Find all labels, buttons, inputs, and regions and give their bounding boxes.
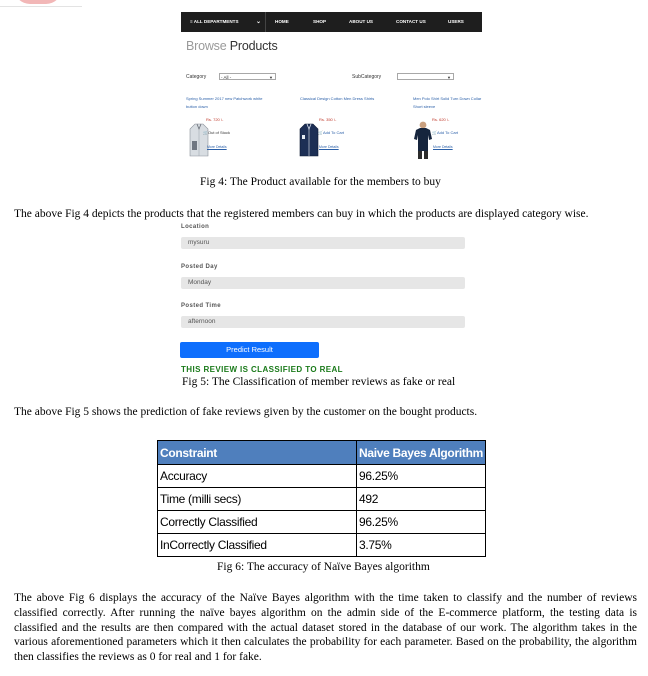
product-name[interactable]: Classical Design Cotton Men Dress Shirts bbox=[300, 96, 375, 101]
location-field[interactable]: mysuru bbox=[181, 237, 465, 249]
table-cell: Correctly Classified bbox=[158, 511, 357, 534]
cart-icon: 🛒 bbox=[203, 130, 208, 135]
nav-divider bbox=[265, 12, 266, 32]
fig4-screenshot bbox=[181, 12, 482, 172]
white-shirt-image[interactable] bbox=[189, 123, 209, 157]
nav-users[interactable]: USERS bbox=[448, 19, 464, 24]
title-dark: Products bbox=[229, 39, 278, 53]
title-light: Browse bbox=[186, 39, 230, 53]
subcategory-label: SubCategory bbox=[352, 74, 382, 80]
fig5-caption: Fig 5: The Classification of member reviews as fake or real bbox=[182, 376, 456, 388]
paragraph-fig4: The above Fig 4 depicts the products that the registered members can buy in which the products are displayed category wise. bbox=[14, 208, 589, 220]
fig4-caption: Fig 4: The Product available for the members to buy bbox=[200, 176, 441, 188]
table-row bbox=[158, 511, 486, 534]
results-table bbox=[157, 440, 486, 557]
product-price: Rs. 620 \- bbox=[432, 117, 450, 122]
posted-day-field[interactable]: Monday bbox=[181, 277, 465, 289]
table-cell: Accuracy bbox=[158, 465, 357, 488]
stock-status bbox=[203, 130, 230, 135]
column-header-naive-bayes: Naive Bayes Algorithm bbox=[357, 441, 486, 465]
fig6-caption: Fig 6: The accuracy of Naïve Bayes algorithm bbox=[217, 561, 430, 573]
page-title bbox=[186, 39, 278, 53]
nav-bar bbox=[181, 12, 482, 32]
chevron-down-icon[interactable]: ⌄ bbox=[256, 19, 262, 25]
chevron-down-icon: ▼ bbox=[269, 75, 273, 80]
table-cell: InCorrectly Classified bbox=[158, 534, 357, 557]
stock-status-text: Out of Stock bbox=[207, 130, 230, 135]
posted-time-field[interactable]: afternoon bbox=[181, 316, 465, 328]
add-to-cart-button[interactable] bbox=[432, 130, 458, 135]
category-label: Category bbox=[186, 74, 207, 80]
nav-shop[interactable]: SHOP bbox=[313, 19, 327, 24]
table-row bbox=[158, 534, 486, 557]
more-details-link[interactable]: More Details bbox=[207, 145, 227, 149]
table-cell: 492 bbox=[357, 488, 486, 511]
category-select-value: - All - bbox=[221, 75, 232, 80]
table-cell: 96.25% bbox=[357, 465, 486, 488]
nav-home[interactable]: HOME bbox=[275, 19, 289, 24]
category-select[interactable] bbox=[219, 73, 276, 80]
posted-time-label: Posted Time bbox=[181, 303, 221, 309]
cart-icon: 🛒 bbox=[318, 130, 323, 135]
more-details-link[interactable]: More Details bbox=[433, 145, 453, 149]
table-row bbox=[158, 488, 486, 511]
nav-all-departments[interactable]: ≡ ALL DEPARTMENTS bbox=[190, 19, 239, 24]
classification-result: THIS REVIEW IS CLASSIFIED TO REAL bbox=[181, 365, 343, 374]
add-to-cart-label: Add To Cart bbox=[322, 130, 345, 135]
location-label: Location bbox=[181, 224, 210, 230]
table-cell: Time (milli secs) bbox=[158, 488, 357, 511]
add-to-cart-label: Add To Cart bbox=[436, 130, 459, 135]
table-cell: 3.75% bbox=[357, 534, 486, 557]
product-name[interactable]: Men Polo Shirt Solid Turn Down Collar Short sleeve bbox=[413, 96, 482, 109]
cart-icon: 🛒 bbox=[432, 130, 437, 135]
product-price: Rs. 350 \- bbox=[319, 117, 337, 122]
polo-shirt-image[interactable] bbox=[413, 121, 433, 159]
table-row bbox=[158, 465, 486, 488]
table-header-row bbox=[158, 441, 486, 465]
nav-about-us[interactable]: ABOUT US bbox=[349, 19, 373, 24]
table-cell: 96.25% bbox=[357, 511, 486, 534]
posted-day-label: Posted Day bbox=[181, 264, 218, 270]
paragraph-fig6: The above Fig 6 displays the accuracy of the Naïve Bayes algorithm with the time taken to classify and the number of reviews classified correctly. After running the naïve bayes algorithm on the admin side of the E-commerce platform, the testing data is classified and the results are then compared with the actual dataset stored in the database of our work. The algorithm takes in the various aforementioned parameters which it then calculates the probability for each parameter. Based on the probability, the algorithm then classifies the reviews as 0 for real and 1 for fake. bbox=[14, 592, 637, 664]
product-name[interactable]: Spring Summer 2017 new Patchwork white button down bbox=[186, 96, 263, 109]
paragraph-fig5: The above Fig 5 shows the prediction of fake reviews given by the customer on the bought products. bbox=[14, 406, 478, 418]
nav-contact-us[interactable]: CONTACT US bbox=[396, 19, 426, 24]
subcategory-select[interactable] bbox=[397, 73, 454, 80]
predict-result-button[interactable]: Predict Result bbox=[180, 342, 319, 358]
add-to-cart-button[interactable] bbox=[318, 130, 344, 135]
chevron-down-icon: ▼ bbox=[447, 75, 451, 80]
page-top-rule bbox=[0, 6, 82, 7]
blue-shirt-image[interactable] bbox=[299, 123, 319, 157]
product-price: Rs. 720 \- bbox=[206, 117, 224, 122]
cropped-logo bbox=[14, 0, 62, 4]
column-header-constraint: Constraint bbox=[158, 441, 357, 465]
more-details-link[interactable]: More Details bbox=[319, 145, 339, 149]
